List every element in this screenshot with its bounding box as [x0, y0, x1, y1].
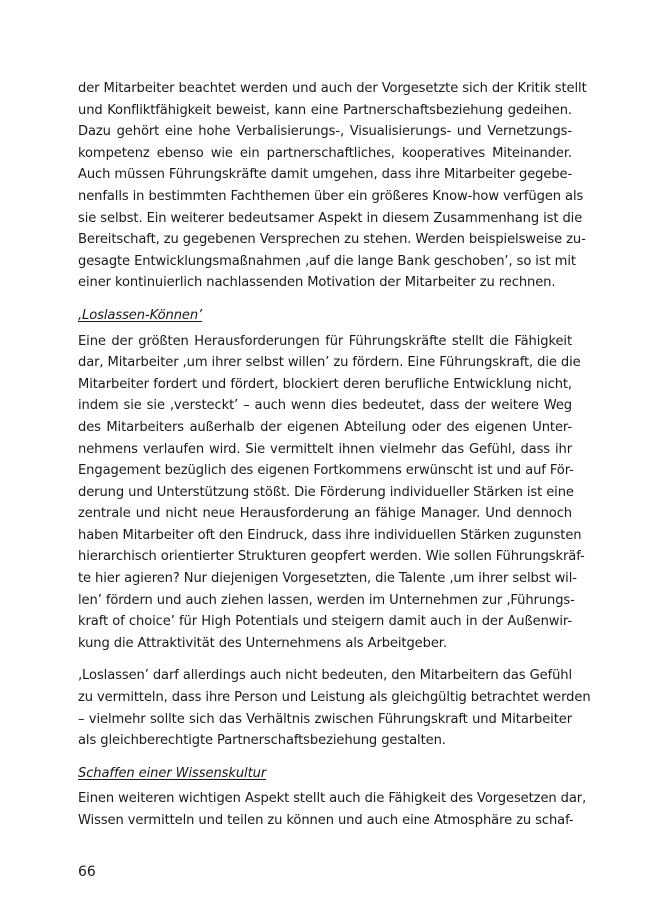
text-line: haben Mitarbeiter oft den Eindruck, dass ihre individuellen Stärken zugunsten: [78, 527, 582, 543]
text-line: nehmens verlaufen wird. Sie vermittelt ihnen vielmehr das Gefühl, dass ihr: [78, 441, 572, 457]
paragraph-gap: [78, 294, 572, 305]
text-line: te hier agieren? Nur diejenigen Vorgesetzten, die Talente ‚um ihrer selbst wil-: [78, 571, 577, 587]
text-line: sie selbst. Ein weiterer bedeutsamer Aspekt in diesem Zusammenhang ist die: [78, 210, 583, 226]
text-line: – vielmehr sollte sich das Verhältnis zwischen Führungskraft und Mitarbeiter: [78, 711, 572, 727]
text-line: einer kontinuierlich nachlassenden Motivation der Mitarbeiter zu rechnen.: [78, 275, 556, 291]
text-line: kung die Attraktivität des Unternehmens als Arbeitgeber.: [78, 635, 447, 651]
text-line: Wissen vermitteln und teilen zu können und auch eine Atmosphäre zu schaf-: [78, 813, 574, 828]
text-line: zentrale und nicht neue Herausforderung an fähige Manager. Und dennoch: [78, 506, 572, 522]
text-line: Einen weiteren wichtigen Aspekt stellt auch die Fähigkeit des Vorgesetzen dar,: [78, 791, 587, 807]
paragraph-4: [78, 788, 587, 831]
paragraph-2: [78, 331, 585, 655]
text-line: der Mitarbeiter beachtet werden und auch der Vorgesetzte sich der Kritik stellt: [78, 81, 587, 96]
section-heading-loslassen: ‚Loslassen-Können’: [78, 307, 203, 323]
text-line: gesagte Entwicklungsmaßnahmen ‚auf die lange Bank geschoben’, so ist mit: [78, 253, 576, 269]
text-line: derung und Unterstützung stößt. Die Förderung individueller Stärken ist eine: [78, 484, 574, 500]
paragraph-gap: [78, 654, 572, 665]
paragraph-1: [78, 78, 587, 294]
text-line: Engagement bezüglich des eigenen Fortkommens erwünscht ist und auf För-: [78, 463, 574, 479]
text-line: zu vermitteln, dass ihre Person und Leistung als gleichgültig betrachtet werden: [78, 690, 591, 706]
text-line: nenfalls in bestimmten Fachthemen über ein größeres Know-how verfügen als: [78, 188, 584, 204]
text-line: Auch müssen Führungskräfte damit umgehen, dass ihre Mitarbeiter gegebe-: [78, 167, 573, 183]
text-line: Bereitschaft, zu gegebenen Versprechen zu stehen. Werden beispielsweise zu-: [78, 232, 586, 248]
text-line: als gleichberechtigte Partnerschaftsbeziehung gestalten.: [78, 733, 446, 749]
page-body: [78, 78, 591, 832]
text-line: und Konfliktfähigkeit beweist, kann eine Partnerschaftsbeziehung gedeihen.: [78, 102, 572, 118]
paragraph-gap: [78, 752, 572, 763]
text-line: Eine der größten Herausforderungen für Führungskräfte stellt die Fähigkeit: [78, 333, 572, 349]
text-line: Dazu gehört eine hohe Verbalisierungs-, Visualisierungs- und Vernetzungs-: [78, 124, 572, 140]
text-line: kompetenz ebenso wie ein partnerschaftliches, kooperatives Miteinander.: [78, 145, 572, 161]
text-line: hierarchisch orientierter Strukturen geopfert werden. Wie sollen Führungskräf-: [78, 549, 585, 565]
text-line: indem sie sie ‚versteckt’ – auch wenn dies bedeutet, dass der weitere Weg: [78, 398, 572, 414]
page-number: 66: [78, 864, 96, 880]
text-line: ‚Loslassen’ darf allerdings auch nicht bedeuten, den Mitarbeitern das Gefühl: [78, 668, 573, 684]
text-line: len’ fördern und auch ziehen lassen, werden im Unternehmen zur ‚Führungs-: [78, 592, 575, 608]
section-heading-wissenskultur: Schaffen einer Wissenskultur: [78, 765, 267, 781]
text-line: kraft of choice’ für High Potentials und steigern damit auch in der Außenwir-: [78, 614, 572, 630]
text-line: dar, Mitarbeiter ‚um ihrer selbst willen’ zu fördern. Eine Führungskraft, die die: [78, 355, 581, 371]
text-line: Mitarbeiter fordert und fördert, blockiert deren berufliche Entwicklung nicht,: [78, 376, 572, 392]
paragraph-3: [78, 665, 591, 751]
text-line: des Mitarbeiters außerhalb der eigenen Abteilung oder des eigenen Unter-: [78, 419, 572, 435]
